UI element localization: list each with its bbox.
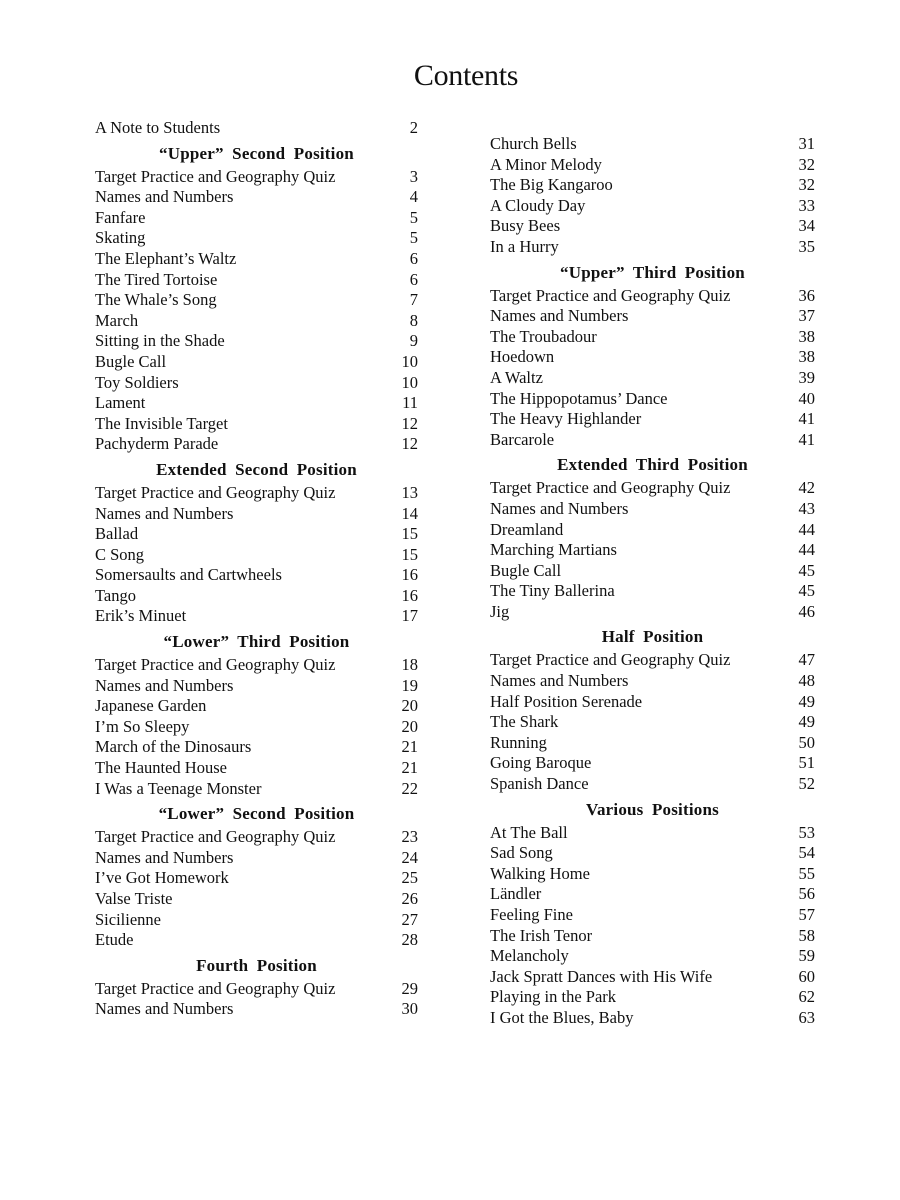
toc-entry — [490, 692, 815, 713]
toc-entry — [95, 118, 418, 139]
toc-entry-title: Names and Numbers — [95, 999, 234, 1019]
toc-entry — [490, 581, 815, 602]
toc-entry-page-number: 19 — [401, 675, 418, 695]
toc-entry — [95, 779, 418, 800]
toc-entry — [490, 774, 815, 795]
section-heading-fourth-position: Fourth Position — [196, 955, 317, 975]
toc-entry — [95, 524, 418, 545]
toc-entry-title: Marching Martians — [490, 540, 617, 560]
toc-entry-title: Names and Numbers — [490, 671, 629, 691]
toc-entry — [490, 671, 815, 692]
toc-entry-title: Names and Numbers — [490, 498, 629, 518]
toc-entry — [490, 196, 815, 217]
toc-entry — [95, 910, 418, 931]
toc-entry-title: Ballad — [95, 524, 139, 544]
toc-entry-title: Names and Numbers — [95, 503, 234, 523]
toc-entry-title: March — [95, 310, 139, 330]
toc-entry-title: I’ve Got Homework — [95, 868, 229, 888]
toc-entry — [490, 389, 815, 410]
toc-entry — [95, 758, 418, 779]
toc-entry-page-number: 47 — [798, 650, 815, 670]
toc-entry — [95, 290, 418, 311]
toc-entry — [490, 712, 815, 733]
toc-entry-title: Skating — [95, 228, 146, 248]
toc-entry-title: Jig — [490, 601, 510, 621]
toc-entry — [490, 237, 815, 258]
toc-entry — [490, 499, 815, 520]
toc-entry-title: Sad Song — [490, 843, 553, 863]
toc-entry — [490, 602, 815, 623]
toc-entry-page-number: 41 — [798, 429, 815, 449]
toc-entry-title: March of the Dinosaurs — [95, 737, 252, 757]
toc-entry — [490, 823, 815, 844]
toc-entry — [95, 889, 418, 910]
toc-entry — [490, 1008, 815, 1029]
toc-entry — [490, 216, 815, 237]
toc-entry-title: The Tiny Ballerina — [490, 581, 615, 601]
toc-entry-page-number: 56 — [798, 884, 815, 904]
toc-entry — [95, 270, 418, 291]
toc-entry-page-number: 22 — [401, 778, 418, 798]
toc-entry-title: Busy Bees — [490, 216, 561, 236]
toc-entry-page-number: 25 — [401, 868, 418, 888]
toc-entry-page-number: 6 — [409, 269, 418, 289]
toc-entry-title: I’m So Sleepy — [95, 716, 190, 736]
toc-entry-title: Playing in the Park — [490, 987, 617, 1007]
toc-column-right — [490, 134, 815, 1029]
toc-column-left — [95, 118, 418, 1020]
toc-entry-title: Names and Numbers — [95, 847, 234, 867]
toc-entry — [95, 606, 418, 627]
toc-entry-page-number: 49 — [798, 691, 815, 711]
toc-entry — [95, 208, 418, 229]
toc-entry-page-number: 51 — [798, 753, 815, 773]
toc-entry-page-number: 57 — [798, 905, 815, 924]
toc-entry — [490, 306, 815, 327]
section-heading-extended-second-position: Extended Second Position — [156, 459, 357, 479]
toc-entry-title: Ländler — [490, 884, 542, 904]
toc-entry — [490, 409, 815, 430]
toc-entry-page-number: 11 — [402, 393, 418, 413]
toc-entry-page-number: 16 — [401, 565, 418, 585]
toc-entry-page-number: 32 — [798, 154, 815, 174]
toc-entry-title: Half Position Serenade — [490, 691, 643, 711]
toc-entry-page-number: 9 — [409, 331, 418, 351]
toc-entry-title: Melancholy — [490, 946, 569, 966]
toc-entry-title: The Shark — [490, 712, 559, 732]
toc-entry — [95, 414, 418, 435]
toc-entry-title: Toy Soldiers — [95, 372, 179, 392]
toc-entry-title: Lament — [95, 393, 146, 413]
toc-entry — [490, 347, 815, 368]
toc-entry — [95, 586, 418, 607]
toc-entry-title: Target Practice and Geography Quiz — [95, 655, 336, 675]
toc-entry — [490, 327, 815, 348]
toc-entry-page-number: 53 — [798, 822, 815, 842]
toc-entry-page-number: 42 — [798, 478, 815, 498]
toc-entry — [95, 434, 418, 455]
toc-entry-title: Running — [490, 732, 547, 752]
toc-entry-title: The Whale’s Song — [95, 290, 217, 310]
toc-entry — [490, 478, 815, 499]
toc-entry-title: Names and Numbers — [95, 675, 234, 695]
toc-entry-title: The Elephant’s Waltz — [95, 248, 237, 268]
toc-entry-page-number: 5 — [409, 228, 418, 248]
toc-entry-title: Erik’s Minuet — [95, 606, 187, 626]
toc-entry — [490, 155, 815, 176]
toc-entry — [490, 561, 815, 582]
toc-entry — [95, 311, 418, 332]
toc-entry-page-number: 33 — [798, 195, 815, 215]
toc-entry — [95, 545, 418, 566]
section-heading-half-position: Half Position — [601, 627, 704, 647]
toc-entry-page-number: 28 — [401, 930, 418, 950]
toc-entry-page-number: 12 — [401, 413, 418, 433]
toc-entry — [95, 737, 418, 758]
toc-entry-title: Japanese Garden — [95, 696, 207, 716]
toc-entry — [490, 134, 815, 155]
toc-entry-page-number: 39 — [798, 367, 815, 387]
toc-entry — [95, 187, 418, 208]
toc-entry — [490, 905, 815, 926]
toc-entry-title: Fanfare — [95, 207, 146, 227]
toc-entry-page-number: 30 — [401, 999, 418, 1019]
toc-entry-title: C Song — [95, 544, 145, 564]
toc-entry-page-number: 63 — [798, 1007, 815, 1027]
toc-entry — [95, 504, 418, 525]
toc-entry-page-number: 16 — [401, 585, 418, 605]
section-heading-lower-third-position: “Lower” Third Position — [163, 632, 350, 652]
toc-entry-page-number: 62 — [798, 987, 815, 1007]
toc-entry-title: Target Practice and Geography Quiz — [490, 478, 731, 498]
toc-entry-page-number: 24 — [401, 847, 418, 867]
toc-entry-title: At The Ball — [490, 822, 568, 842]
toc-entry-page-number: 5 — [409, 207, 418, 227]
toc-entry-title: Pachyderm Parade — [95, 434, 219, 454]
toc-entry-page-number: 8 — [409, 310, 418, 330]
toc-entry-page-number: 10 — [401, 372, 418, 392]
toc-entry-page-number: 15 — [401, 524, 418, 544]
toc-entry-page-number: 46 — [798, 601, 815, 621]
toc-entry — [95, 676, 418, 697]
page-title: Contents — [413, 59, 519, 92]
toc-entry — [490, 733, 815, 754]
toc-entry-title: I Got the Blues, Baby — [490, 1007, 634, 1027]
toc-entry-title: Target Practice and Geography Quiz — [490, 285, 731, 305]
toc-entry-title: A Note to Students — [95, 118, 221, 137]
toc-entry-title: Dreamland — [490, 519, 564, 539]
toc-entry — [95, 655, 418, 676]
toc-entry-title: A Minor Melody — [490, 154, 602, 174]
toc-entry-page-number: 21 — [401, 737, 418, 757]
toc-entry — [95, 930, 418, 951]
toc-entry-page-number: 59 — [798, 946, 815, 966]
toc-entry-page-number: 55 — [798, 863, 815, 883]
toc-entry-page-number: 60 — [798, 966, 815, 986]
toc-entry-title: Target Practice and Geography Quiz — [95, 827, 336, 847]
toc-entry-title: The Invisible Target — [95, 413, 228, 433]
section-heading-upper-second-position: “Upper” Second Position — [159, 143, 354, 163]
toc-entry-page-number: 43 — [798, 498, 815, 518]
section-heading-various-positions: Various Positions — [586, 799, 719, 819]
toc-entry-title: Sicilienne — [95, 909, 161, 929]
toc-entry — [490, 864, 815, 885]
toc-entry — [490, 175, 815, 196]
toc-entry — [490, 926, 815, 947]
toc-entry — [95, 696, 418, 717]
toc-entry-page-number: 48 — [798, 671, 815, 691]
toc-entry-title: The Tired Tortoise — [95, 269, 218, 289]
toc-entry-page-number: 52 — [798, 774, 815, 794]
toc-entry-title: Jack Spratt Dances with His Wife — [490, 966, 713, 986]
toc-entry-page-number: 32 — [798, 175, 815, 195]
toc-entry-page-number: 4 — [409, 187, 418, 207]
toc-entry-title: Names and Numbers — [95, 187, 234, 207]
toc-entry-page-number: 12 — [401, 434, 418, 454]
toc-entry-page-number: 20 — [401, 696, 418, 716]
toc-entry-page-number: 40 — [798, 388, 815, 408]
toc-entry-title: Etude — [95, 930, 134, 950]
toc-entry-title: Valse Triste — [95, 889, 173, 908]
toc-entry-title: A Cloudy Day — [490, 195, 586, 215]
toc-entry-page-number: 17 — [401, 606, 418, 626]
toc-entry-title: Feeling Fine — [490, 905, 573, 924]
toc-entry-page-number: 44 — [798, 519, 815, 539]
toc-entry-title: In a Hurry — [490, 236, 559, 256]
toc-entry-page-number: 10 — [401, 351, 418, 371]
toc-entry — [490, 520, 815, 541]
toc-entry-title: I Was a Teenage Monster — [95, 778, 262, 798]
toc-entry — [490, 430, 815, 451]
toc-entry — [490, 967, 815, 988]
toc-entry-page-number: 44 — [798, 540, 815, 560]
toc-entry — [490, 987, 815, 1008]
toc-entry-page-number: 7 — [409, 290, 418, 310]
toc-entry — [95, 228, 418, 249]
toc-entry — [95, 717, 418, 738]
toc-entry — [95, 483, 418, 504]
toc-entry — [95, 848, 418, 869]
toc-entry-title: Barcarole — [490, 429, 555, 449]
toc-entry-title: Tango — [95, 585, 137, 605]
toc-entry-page-number: 45 — [798, 581, 815, 601]
toc-entry-page-number: 29 — [401, 978, 418, 998]
toc-entry-page-number: 36 — [798, 285, 815, 305]
toc-entry-title: A Waltz — [490, 367, 543, 387]
toc-entry — [490, 753, 815, 774]
toc-entry-page-number: 13 — [401, 482, 418, 502]
toc-entry-page-number: 14 — [401, 503, 418, 523]
toc-entry-title: Walking Home — [490, 863, 590, 883]
toc-entry — [490, 286, 815, 307]
toc-entry — [95, 999, 418, 1020]
toc-entry-page-number: 50 — [798, 732, 815, 752]
toc-entry-page-number: 49 — [798, 712, 815, 732]
toc-entry — [95, 167, 418, 188]
toc-entry-title: Sitting in the Shade — [95, 331, 225, 351]
toc-entry-page-number: 15 — [401, 544, 418, 564]
toc-entry-title: The Haunted House — [95, 758, 227, 778]
toc-entry — [95, 979, 418, 1000]
toc-entry-title: Names and Numbers — [490, 306, 629, 326]
toc-entry-title: The Troubadour — [490, 326, 597, 346]
toc-entry — [95, 352, 418, 373]
toc-entry-title: Target Practice and Geography Quiz — [490, 650, 731, 670]
toc-entry-page-number: 41 — [798, 409, 815, 429]
toc-entry — [95, 393, 418, 414]
toc-entry-page-number: 18 — [401, 655, 418, 675]
toc-entry — [490, 843, 815, 864]
toc-entry-page-number: 38 — [798, 347, 815, 367]
toc-entry-title: Bugle Call — [95, 351, 167, 371]
toc-entry-title: The Big Kangaroo — [490, 175, 613, 195]
toc-entry-page-number: 31 — [798, 134, 815, 153]
toc-entry — [490, 884, 815, 905]
toc-entry-title: Target Practice and Geography Quiz — [95, 482, 336, 502]
toc-entry-page-number: 2 — [409, 118, 418, 137]
toc-entry-page-number: 23 — [401, 827, 418, 847]
toc-entry-page-number: 54 — [798, 843, 815, 863]
toc-entry-title: Spanish Dance — [490, 774, 589, 794]
toc-entry — [490, 946, 815, 967]
toc-entry-title: Somersaults and Cartwheels — [95, 565, 282, 585]
toc-entry — [95, 565, 418, 586]
toc-entry-page-number: 27 — [401, 909, 418, 929]
toc-entry-page-number: 45 — [798, 560, 815, 580]
toc-entry — [95, 331, 418, 352]
toc-entry-title: Going Baroque — [490, 753, 592, 773]
section-heading-extended-third-position: Extended Third Position — [557, 455, 748, 475]
toc-entry-page-number: 35 — [798, 236, 815, 256]
toc-entry-page-number: 3 — [409, 166, 418, 186]
toc-entry-title: Target Practice and Geography Quiz — [95, 166, 336, 186]
toc-entry-page-number: 21 — [401, 758, 418, 778]
toc-entry-title: Hoedown — [490, 347, 555, 367]
toc-entry — [95, 249, 418, 270]
toc-entry-page-number: 26 — [401, 889, 418, 908]
toc-entry-title: The Hippopotamus’ Dance — [490, 388, 668, 408]
section-heading-upper-third-position: “Upper” Third Position — [560, 262, 745, 282]
toc-entry — [490, 368, 815, 389]
toc-entry-page-number: 58 — [798, 925, 815, 945]
toc-entry-page-number: 34 — [798, 216, 815, 236]
toc-entry — [95, 373, 418, 394]
toc-entry-title: The Irish Tenor — [490, 925, 593, 945]
toc-entry-title: Target Practice and Geography Quiz — [95, 978, 336, 998]
toc-entry-page-number: 20 — [401, 716, 418, 736]
toc-entry — [490, 650, 815, 671]
section-heading-lower-second-position: “Lower” Second Position — [158, 804, 355, 824]
toc-entry-title: Church Bells — [490, 134, 577, 153]
toc-entry-page-number: 6 — [409, 248, 418, 268]
toc-entry-page-number: 38 — [798, 326, 815, 346]
toc-entry — [95, 827, 418, 848]
toc-entry — [490, 540, 815, 561]
toc-entry — [95, 868, 418, 889]
toc-entry-page-number: 37 — [798, 306, 815, 326]
toc-entry-title: Bugle Call — [490, 560, 562, 580]
toc-entry-title: The Heavy Highlander — [490, 409, 642, 429]
